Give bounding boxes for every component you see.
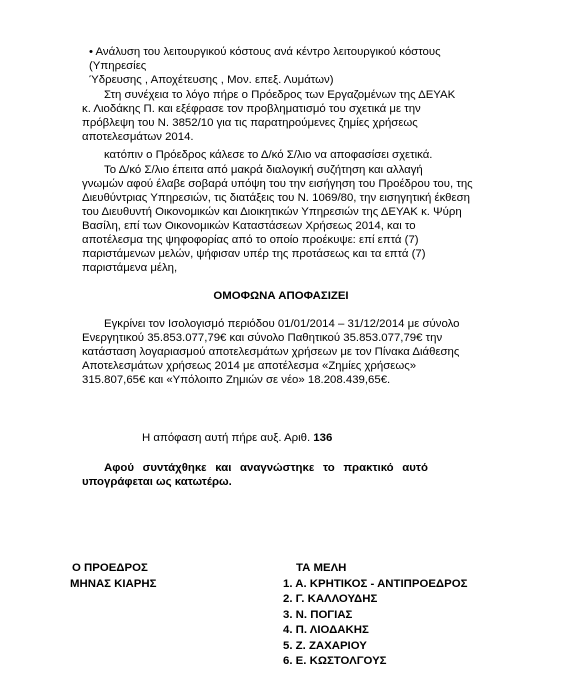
closing-statement (82, 461, 496, 489)
members-title: ΤΑ ΜΕΛΗ (296, 562, 347, 574)
decision-number: 136 (313, 432, 333, 444)
text-line: κατάσταση λογαριασμού αποτελεσμάτων χρήσεων με τον Πίνακα Διάθεσης (82, 346, 460, 358)
text-line: γνωμών αφού έλαβε σοβαρά υπόψη του την εισήγηση του Προέδρου του, της (82, 178, 473, 190)
text-line: Βασίλη, επί των Οικονομικών Καταστάσεων Χρήσεως 2014, και το (82, 220, 416, 232)
text-line: του Διευθυντή Οικονομικών και Διοικητικών Υπηρεσιών της ΔΕΥΑΚ κ. Ψύρη (82, 206, 462, 218)
decision-text: Η απόφαση αυτή πήρε αυξ. Αριθ. (142, 432, 311, 444)
paragraph-workers-president (82, 88, 496, 144)
text-line: Το Δ/κό Σ/λιο έπειτα από μακρά διαλογική συζήτηση και αλλαγή (104, 164, 423, 176)
text-line: Αποτελεσμάτων χρήσεως 2014 με αποτέλεσμα «Ζημίες χρήσεως» (82, 360, 417, 372)
bullet-line-2: (Υπηρεσίες (89, 60, 147, 72)
paragraph-board-discussion (82, 163, 496, 275)
member-item: 2. Γ. ΚΑΛΛΟΥΔΗΣ (283, 593, 378, 605)
text-line: παριστάμενων μελών, ψήφισαν υπέρ της προτάσεως και τα επτά (7) (82, 248, 426, 260)
text-line: αποτέλεσμα της ψηφοφορίας από το οποίο προέκυψε: επί επτά (7) (82, 234, 419, 246)
president-name: ΜΗΝΑΣ ΚΙΑΡΗΣ (70, 577, 157, 590)
text-line: 315.807,65€ και «Υπόλοιπο Ζημιών σε νέο» 18.208.439,65€. (82, 374, 391, 386)
text-line: Αφού συντάχθηκε και αναγνώστηκε το πρακτικό αυτό (104, 462, 428, 474)
decision-number-line (142, 431, 332, 445)
bullet-line-1: • Ανάλυση του λειτουργικού κόστους ανά κέντρο λειτουργικού κόστους (89, 46, 441, 58)
members-list (283, 577, 467, 670)
member-item: 4. Π. ΛΙΟΔΑΚΗΣ (283, 624, 369, 636)
text-line: πρόβλεψη του Ν. 3852/10 για τις παρατηρούμενες ζημίες χρήσεως (82, 117, 418, 129)
text-line: Ενεργητικού 35.853.077,79€ και σύνολο Παθητικού 35.853.077,79€ την (82, 332, 443, 344)
text-line: κατόπιν ο Πρόεδρος κάλεσε το Δ/κό Σ/λιο να αποφασίσει σχετικά. (104, 149, 433, 161)
member-item: 1. Α. ΚΡΗΤΙΚΟΣ - ΑΝΤΙΠΡΟΕΔΡΟΣ (283, 577, 468, 590)
member-item: 5. Ζ. ΖΑΧΑΡΙΟΥ (283, 639, 367, 652)
president-signature (70, 561, 156, 592)
text-line: υπογράφεται ως κατωτέρω. (82, 476, 232, 488)
text-line: κ. Λιοδάκης Π. και εξέφρασε τον προβληματισμό του σχετικά με την (82, 103, 421, 115)
text-line: Διευθύντριας Υπηρεσιών, τις διατάξεις του Ν. 1069/80, την εισηγητική έκθεση (82, 192, 470, 204)
paragraph-president-call (104, 148, 518, 162)
text-line: παριστάμενα μέλη, (82, 262, 178, 274)
member-item: 3. Ν. ΠΟΓΙΑΣ (283, 608, 353, 621)
president-title: Ο ΠΡΟΕΔΡΟΣ (72, 562, 148, 574)
paragraph-approval (82, 317, 496, 387)
text-line: αποτελεσμάτων 2014. (82, 131, 194, 143)
text-line: Εγκρίνει τον Ισολογισμό περιόδου 01/01/2014 – 31/12/2014 με σύνολο (104, 318, 460, 330)
members-signatures (283, 561, 467, 670)
bullet-line-3: Ύδρευσης , Αποχέτευσης , Μον. επεξ. Λυμάτων) (89, 74, 334, 86)
decision-heading: ΟΜΟΦΩΝΑ ΑΠΟΦΑΣΙΖΕΙ (213, 290, 349, 302)
member-item: 6. Ε. ΚΩΣΤΟΛΓΟΥΣ (283, 655, 387, 667)
text-line: Στη συνέχεια το λόγο πήρε ο Πρόεδρος των Εργαζομένων της ΔΕΥΑΚ (104, 89, 456, 101)
